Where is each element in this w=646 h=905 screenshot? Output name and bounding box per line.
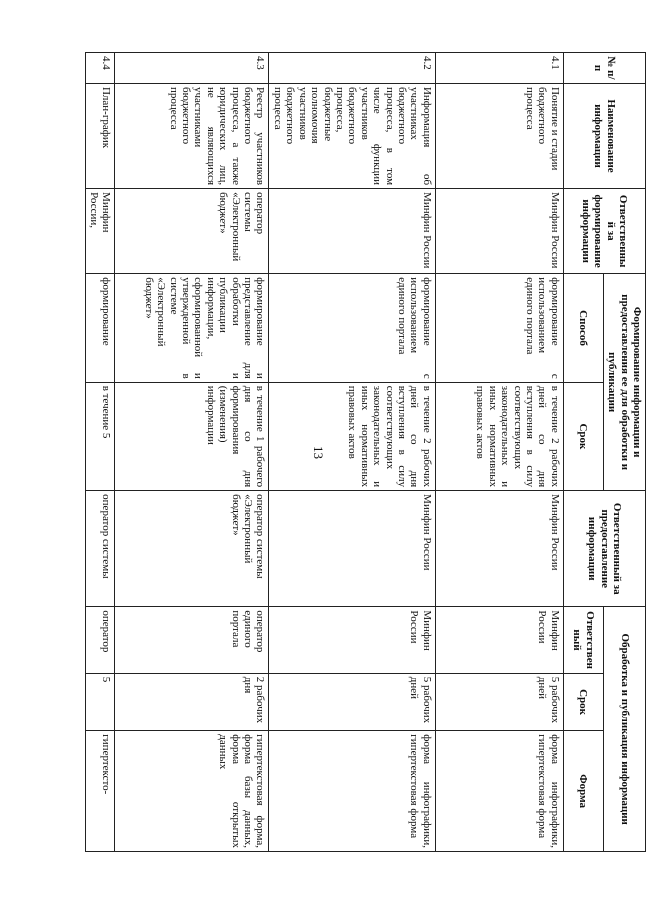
cell-name: Понятие и стадии бюджетного процесса [435, 83, 563, 188]
cell-resp-provide: оператор системы [85, 491, 115, 607]
page-number: 13 [311, 446, 326, 459]
table-row [115, 53, 269, 852]
header-resp-provide: Ответственный за предоставление информации [563, 491, 645, 607]
header-num: № п/п [563, 53, 645, 84]
cell-num: 4.1 [435, 53, 563, 84]
cell-name: Информация об участниках бюджетного процесса, в том числе функции участников бюджетного процесса, бюджетные полномочия участников бюджетного процесса [269, 83, 435, 188]
cell-term: в течение 1 рабочего дня со дня формирования (изменения) информации [115, 382, 269, 490]
cell-responsible: оператор единого портала [115, 607, 269, 673]
cell-resp-form: Минфин России, [85, 189, 115, 274]
cell-term2: 5 [85, 673, 115, 731]
header-form: Форма [563, 731, 603, 852]
cell-method: формирование с использованием единого портала [435, 274, 563, 382]
header-name: Наименование информации [563, 83, 645, 188]
cell-form: форма инфографики, гипертекстовая форма [435, 731, 563, 852]
document-table-rotated [88, 52, 646, 852]
cell-method: формирование [85, 274, 115, 382]
cell-form: форма инфографики, гипертекстовая форма [269, 731, 435, 852]
cell-resp-provide: Минфин России [435, 491, 563, 607]
cell-resp-provide: Минфин России [269, 491, 435, 607]
cell-term: в течение 2 рабочих дней со дня вступления в силу соответствующих законодательных и иных нормативных правовых актов [269, 382, 435, 490]
cell-term: в течение 5 [85, 382, 115, 490]
table-row [269, 53, 435, 852]
table-row [85, 53, 115, 852]
cell-responsible: Минфин России [269, 607, 435, 673]
cell-term2: 5 рабочих дней [435, 673, 563, 731]
cell-form: гипертексто- [85, 731, 115, 852]
cell-responsible: оператор [85, 607, 115, 673]
header-resp-form: Ответственный за формирование информации [563, 189, 645, 274]
cell-name: Реестр участников бюджетного процесса, а также юридических лиц, не являющихся участниками бюджетного процесса [115, 83, 269, 188]
header-term2: Срок [563, 673, 603, 731]
cell-method: формирование с использованием единого портала [269, 274, 435, 382]
cell-term2: 5 рабочих дней [269, 673, 435, 731]
info-table [85, 52, 646, 852]
cell-num: 4.3 [115, 53, 269, 84]
header-method: Способ [563, 274, 603, 382]
cell-term2: 2 рабочих дня [115, 673, 269, 731]
header-processing-group: Обработка и публикация информации [603, 607, 645, 852]
cell-name: План-график [85, 83, 115, 188]
cell-resp-provide: оператор системы «Электронный бюджет» [115, 491, 269, 607]
cell-num: 4.2 [269, 53, 435, 84]
header-formation-group: Формирование информации и предоставления ее для обработки и публикации [603, 274, 645, 491]
cell-num: 4.4 [85, 53, 115, 84]
table-row [435, 53, 563, 852]
cell-resp-form: Минфин России [435, 189, 563, 274]
cell-responsible: Минфин России [435, 607, 563, 673]
cell-resp-form: оператор системы «Электронный бюджет» [115, 189, 269, 274]
header-responsible: Ответственный [563, 607, 603, 673]
cell-resp-form: Минфин России [269, 189, 435, 274]
cell-method: формирование и представление для обработки и публикации информации, сформированной и утвержденной в системе «Электронный бюджет» [115, 274, 269, 382]
cell-form: гипертекстовая форма, форма базы данных, форма открытых данных [115, 731, 269, 852]
header-term: Срок [563, 382, 603, 490]
cell-term: в течение 2 рабочих дней со дня вступления в силу соответствующих законодательных и иных нормативных правовых актов [435, 382, 563, 490]
